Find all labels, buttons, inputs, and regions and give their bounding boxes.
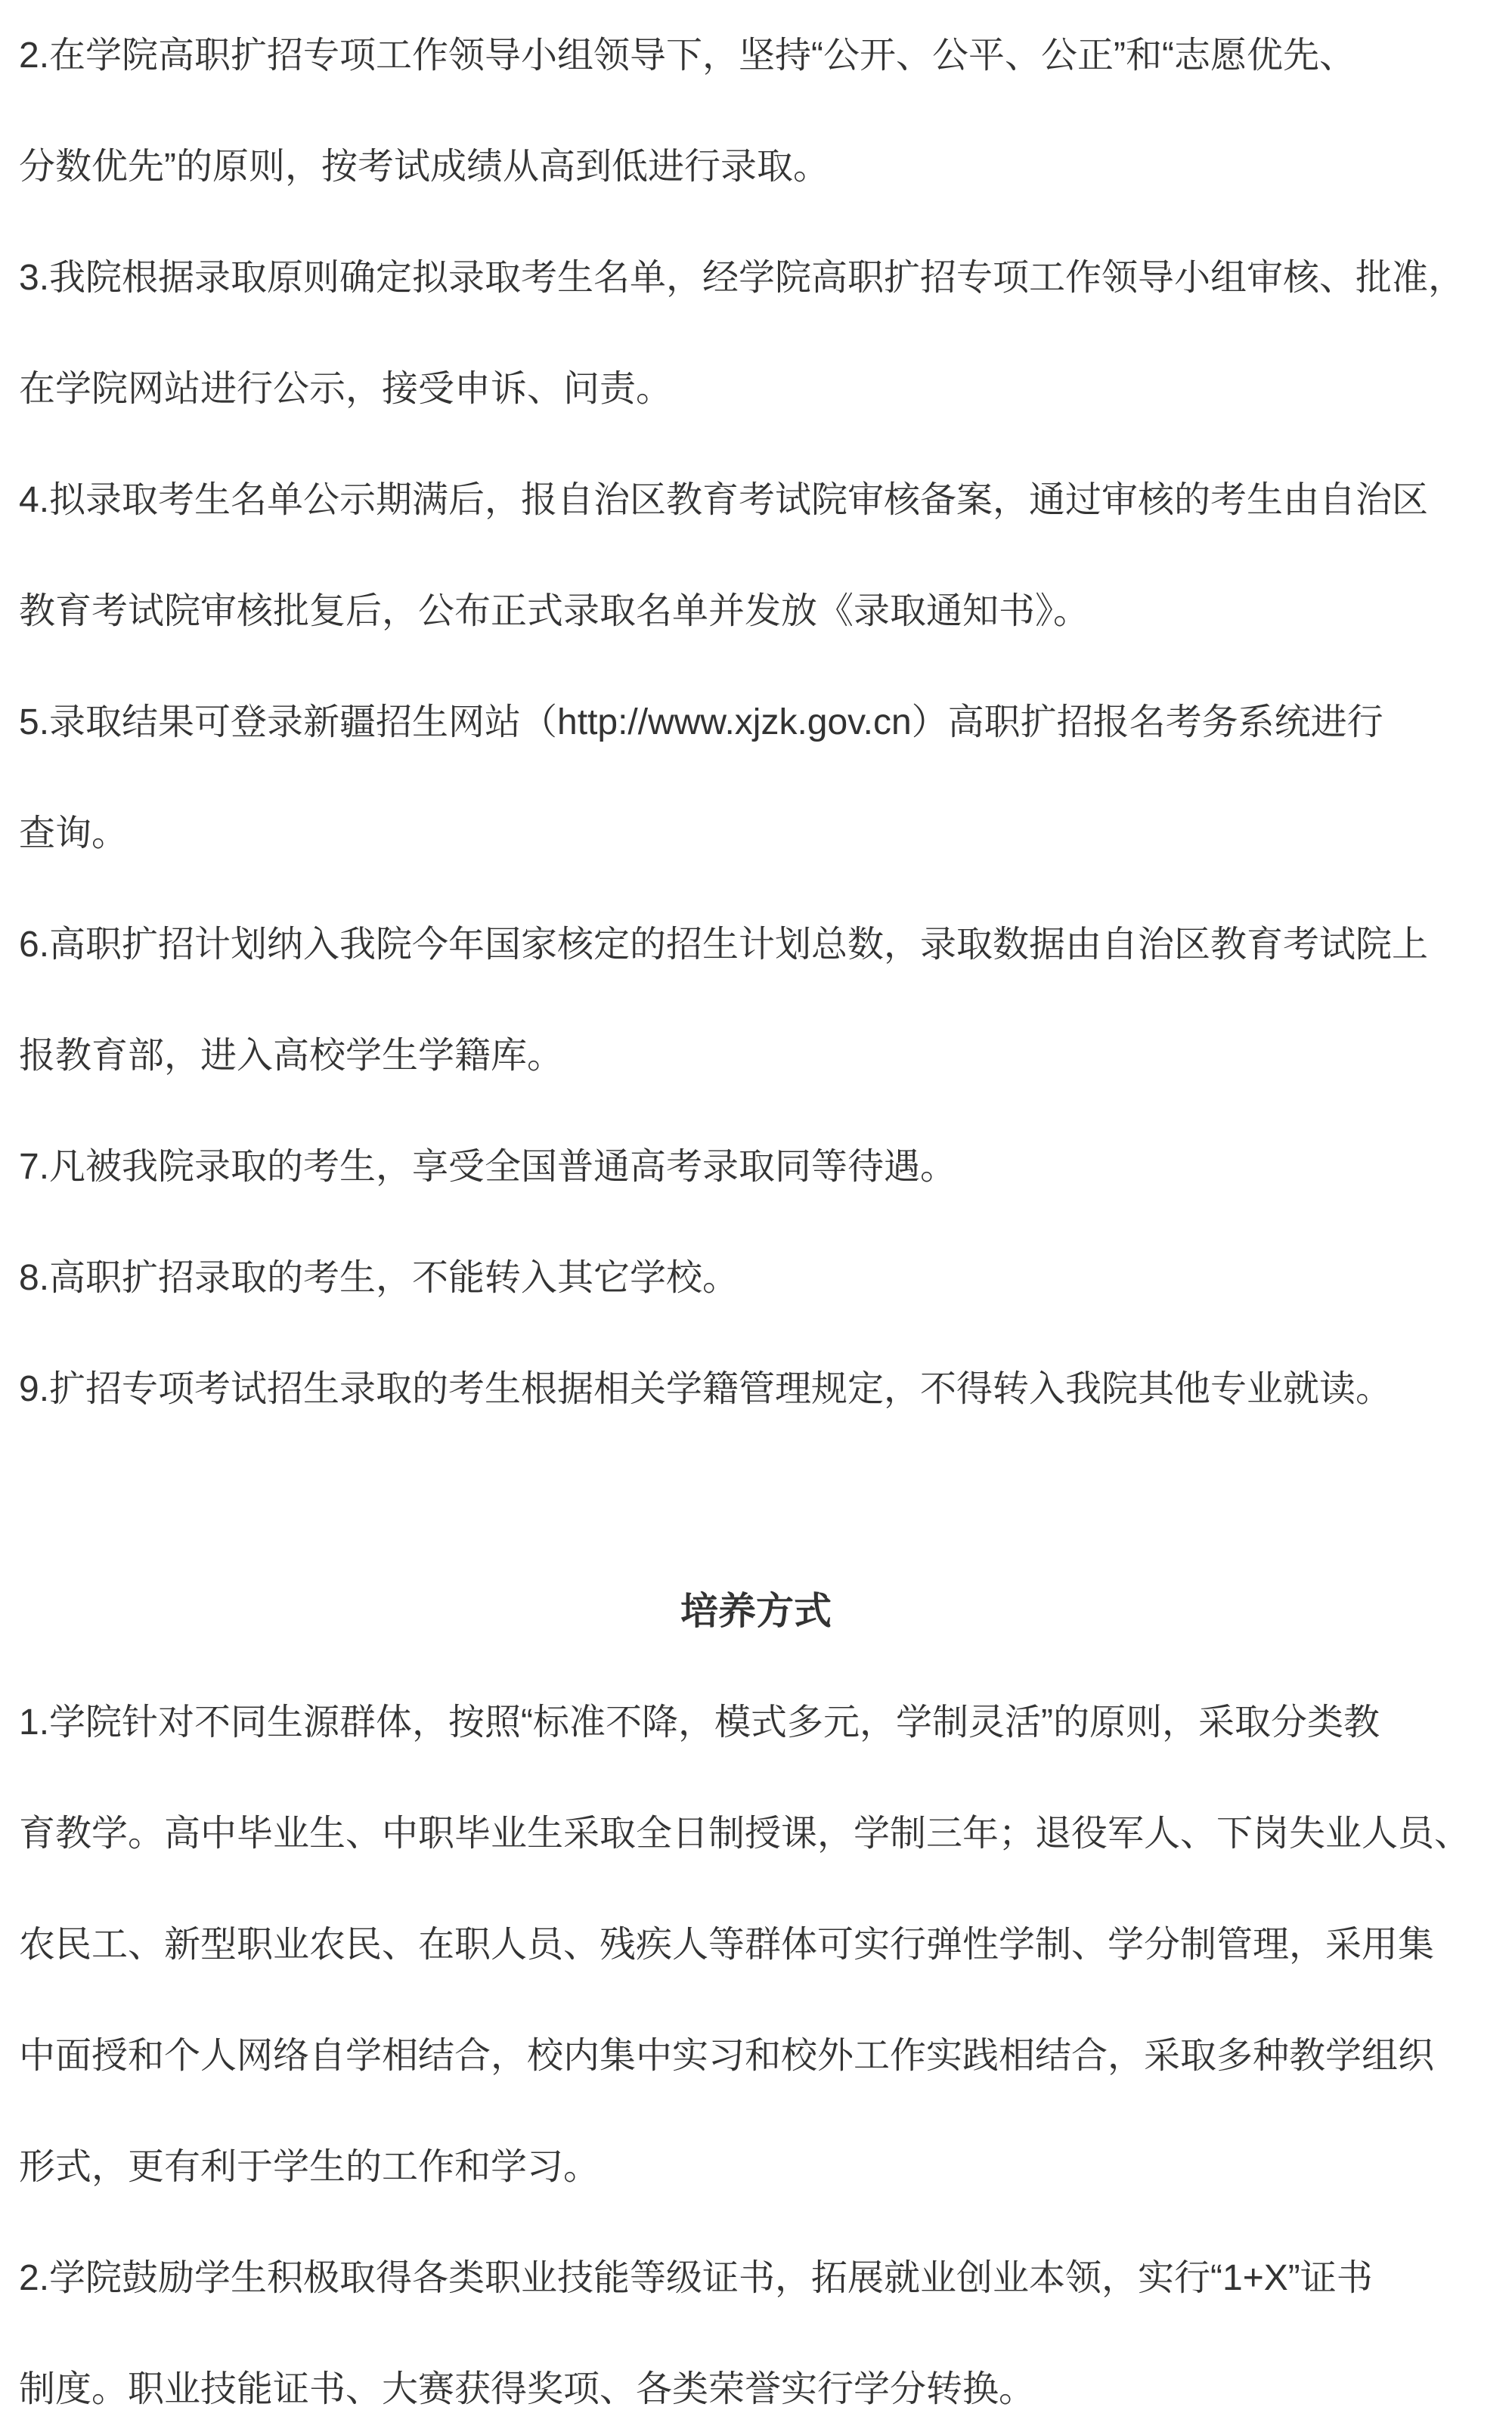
text-line: 育教学。高中毕业生、中职毕业生采取全日制授课，学制三年；退役军人、下岗失业人员、	[19, 1814, 1471, 1854]
text-line: 8.高职扩招录取的考生，不能转入其它学校。	[19, 1258, 739, 1298]
document-body	[19, 0, 1493, 2435]
text-line: 3.我院根据录取原则确定拟录取考生名单，经学院高职扩招专项工作领导小组审核、批准，	[19, 258, 1465, 298]
paragraph-training-1	[19, 1667, 1493, 2223]
text-line: 9.扩招专项考试招生录取的考生根据相关学籍管理规定，不得转入我院其他专业就读。	[19, 1369, 1393, 1409]
text-line: 分数优先”的原则，按考试成绩从高到低进行录取。	[19, 147, 829, 187]
text-line: 教育考试院审核批复后，公布正式录取名单并发放《录取通知书》。	[19, 591, 1090, 631]
text-line: 报教育部，进入高校学生学籍库。	[19, 1036, 564, 1076]
text-line: 7.凡被我院录取的考生，享受全国普通高考录取同等待遇。	[19, 1147, 957, 1187]
paragraph-rule-9	[19, 1334, 1493, 1445]
paragraph-rule-3	[19, 222, 1493, 445]
text-line: 中面授和个人网络自学相结合，校内集中实习和校外工作实践相结合，采取多种教学组织	[19, 2036, 1435, 2076]
paragraph-rule-4	[19, 445, 1493, 667]
text-line: 在学院网站进行公示，接受申诉、问责。	[19, 369, 673, 409]
text-line: 形式，更有利于学生的工作和学习。	[19, 2147, 600, 2187]
text-line: 6.高职扩招计划纳入我院今年国家核定的招生计划总数，录取数据由自治区教育考试院上	[19, 925, 1429, 965]
text-line: 制度。职业技能证书、大赛获得奖项、各类荣誉实行学分转换。	[19, 2369, 1036, 2409]
text-line: 查询。	[19, 813, 129, 853]
paragraph-rule-6	[19, 889, 1493, 1111]
text-line: 4.拟录取考生名单公示期满后，报自治区教育考试院审核备案，通过审核的考生由自治区	[19, 480, 1429, 520]
text-line: 5.录取结果可登录新疆招生网站（http://www.xjzk.gov.cn）高职扩招报名考务系统进行	[19, 702, 1383, 742]
paragraph-training-2	[19, 2223, 1493, 2435]
text-line: 1.学院针对不同生源群体，按照“标准不降，模式多元，学制灵活”的原则，采取分类教	[19, 1702, 1380, 1743]
text-line: 农民工、新型职业农民、在职人员、残疾人等群体可实行弹性学制、学分制管理，采用集	[19, 1925, 1435, 1965]
text-line: 2.学院鼓励学生积极取得各类职业技能等级证书，拓展就业创业本领，实行“1+X”证书	[19, 2258, 1373, 2298]
paragraph-rule-8	[19, 1222, 1493, 1334]
paragraph-rule-2	[19, 0, 1493, 222]
section-heading-training-mode: 培养方式	[680, 1590, 832, 1632]
paragraph-rule-7	[19, 1111, 1493, 1222]
text-line: 2.在学院高职扩招专项工作领导小组领导下，坚持“公开、公平、公正”和“志愿优先、	[19, 36, 1356, 76]
paragraph-rule-5	[19, 667, 1493, 889]
